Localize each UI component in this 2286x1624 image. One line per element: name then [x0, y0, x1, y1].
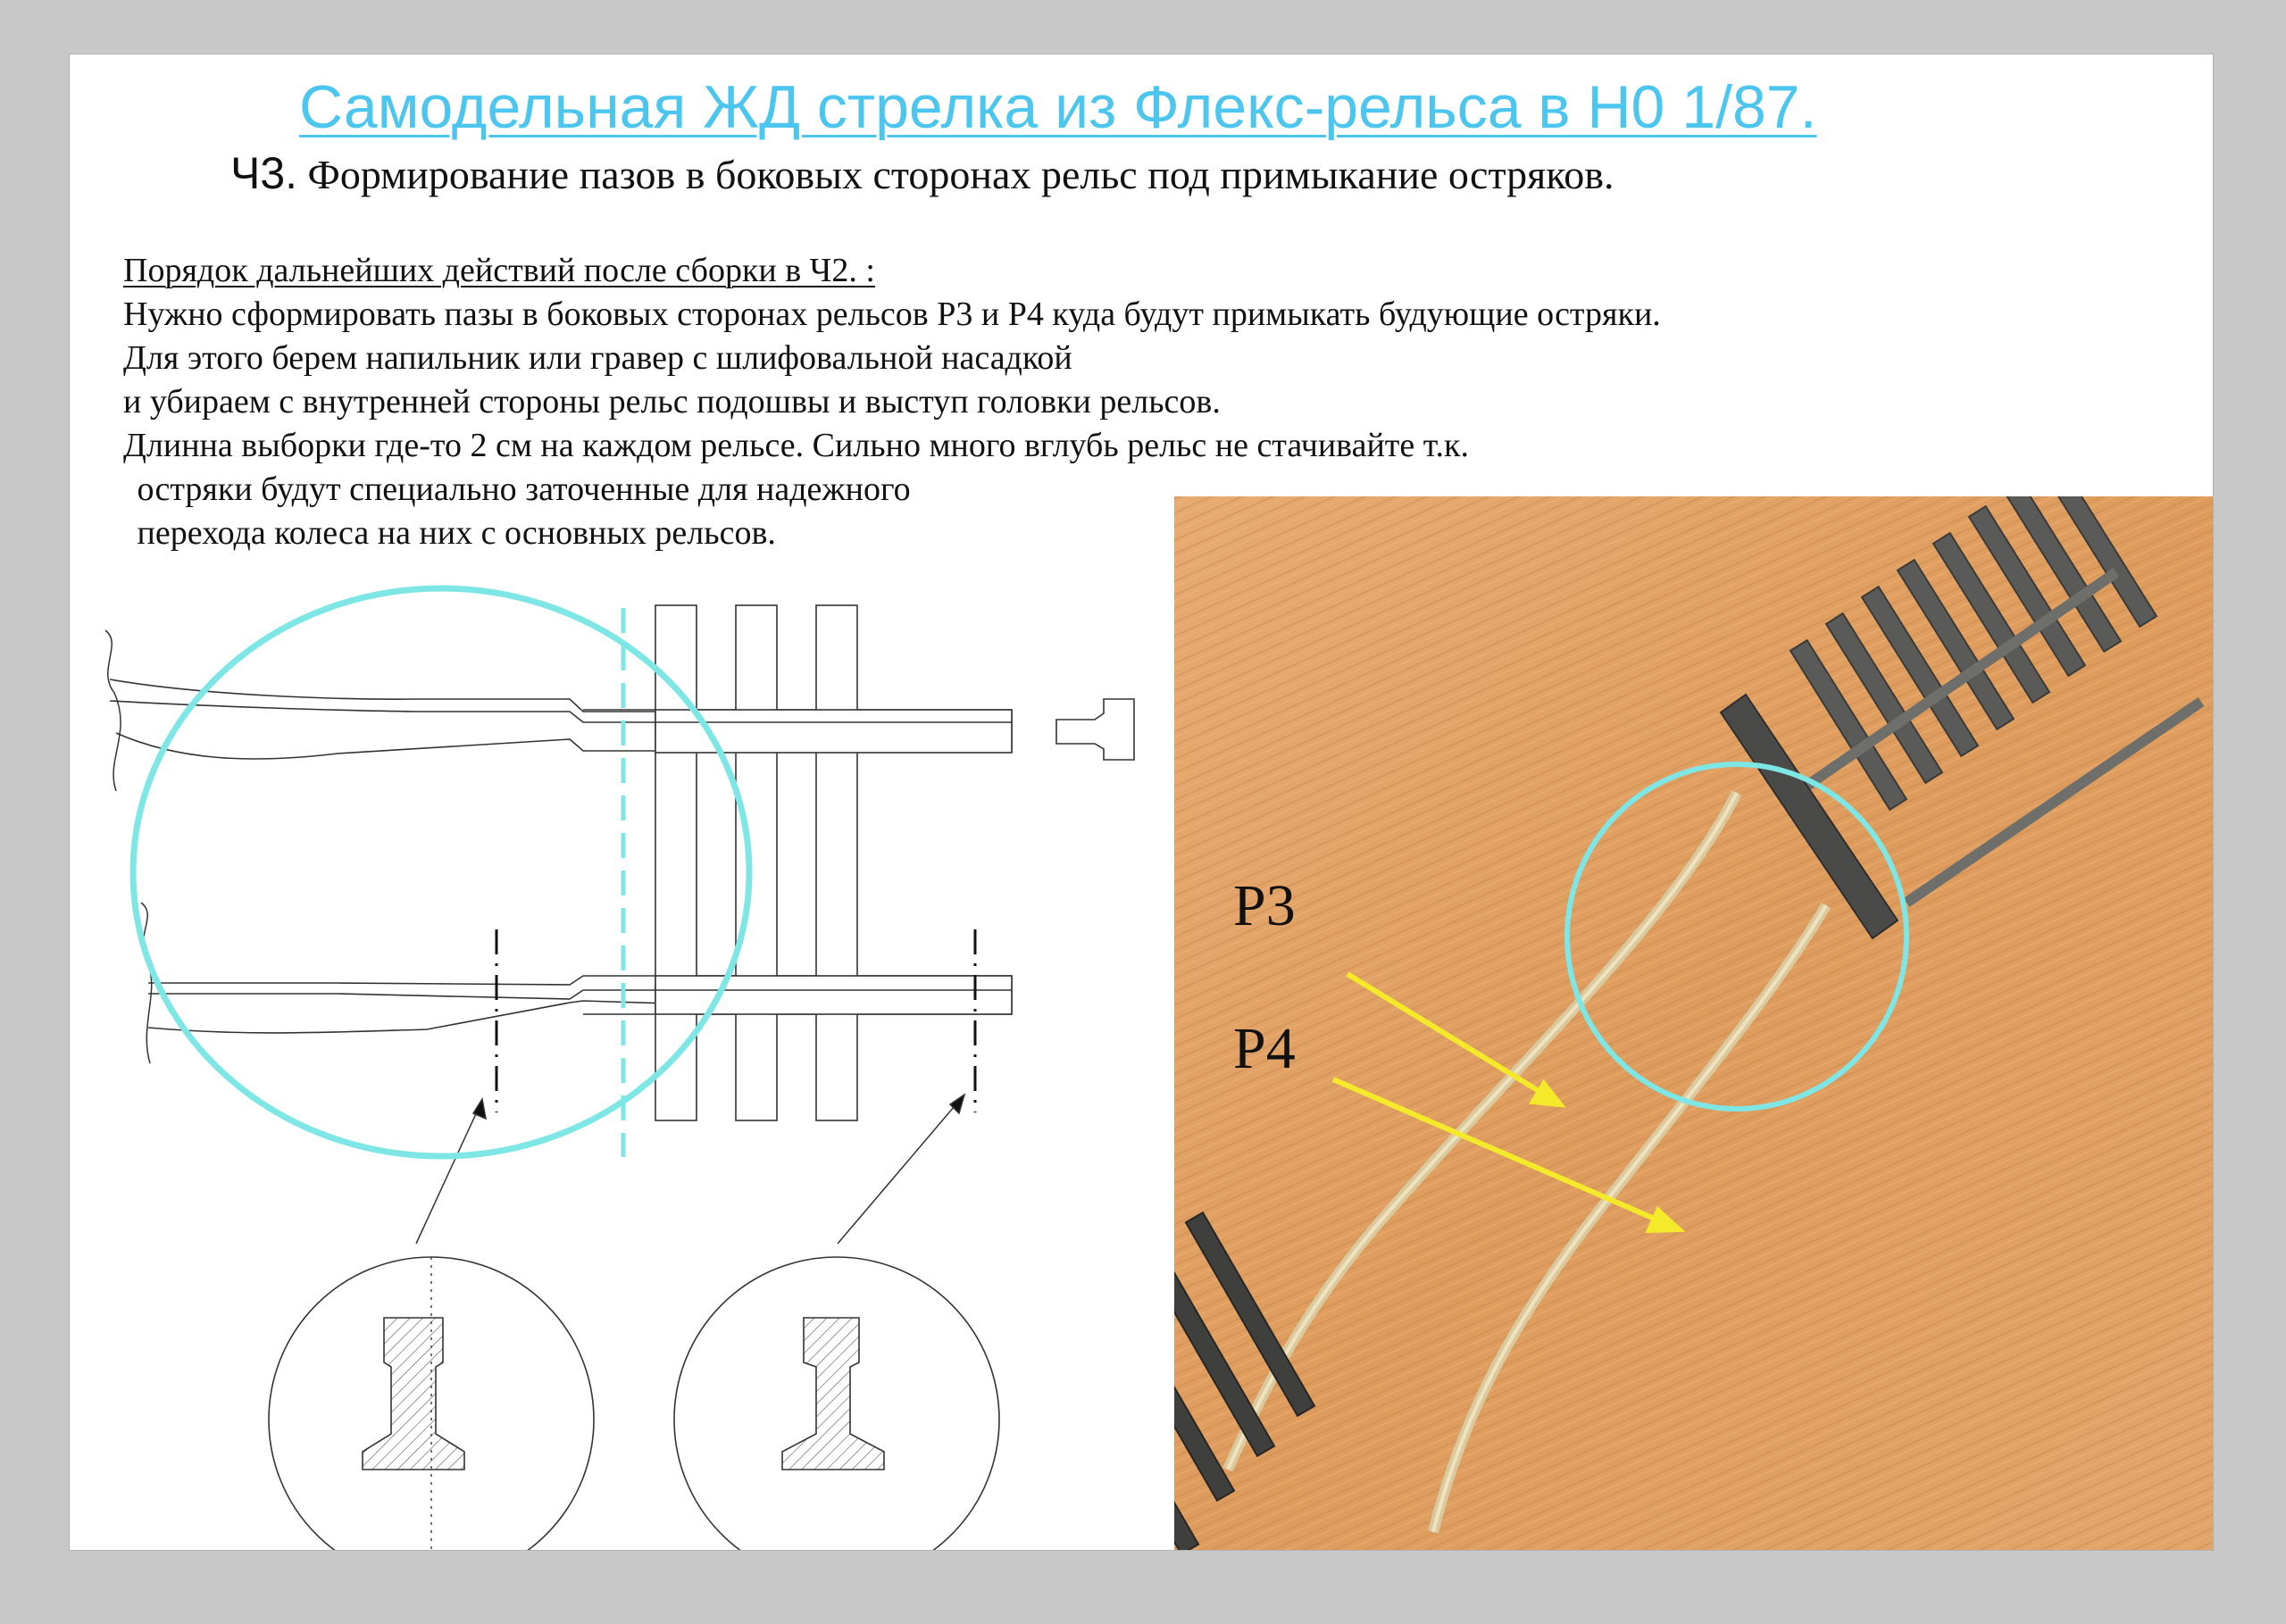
label-p3: Р3	[1233, 873, 1296, 938]
part-title: Формирование пазов в боковых сторонах рельс под примыкание остряков.	[307, 152, 1614, 197]
sheet	[70, 54, 2213, 1550]
rail-drawing	[70, 54, 1177, 1550]
instruction-line: остряки будут специально заточенные для надежного	[129, 471, 911, 508]
rail-end-profile	[1056, 699, 1134, 760]
instruction-line: и убираем с внутренней стороны рельс подошвы и выступ головки рельсов.	[123, 383, 1221, 421]
part-number: Ч3.	[230, 148, 298, 198]
instruction-line: Для этого берем напильник или гравер с шлифовальной насадкой	[123, 339, 1072, 377]
tie	[816, 605, 857, 1120]
instruction-line: перехода колеса на них с основных рельсов.	[129, 514, 776, 552]
instruction-line: Длинна выборки где-то 2 см на каждом рельсе. Сильно много вглубь рельс не стачивайте т.к.	[123, 427, 1469, 464]
tie	[736, 605, 777, 1120]
instructions-heading: Порядок дальнейших действий после сборки в Ч2. :	[123, 252, 875, 289]
instruction-line: Нужно сформировать пазы в боковых сторонах рельсов Р3 и Р4 куда будут примыкать будующие остряки.	[123, 296, 1661, 333]
leader-arrow-left	[416, 1099, 486, 1244]
photo-track	[1174, 496, 2213, 1550]
page-title: Самодельная ЖД стрелка из Флекс-рельса в Н0 1/87.	[299, 73, 1817, 141]
break-line-top	[105, 630, 121, 791]
label-p4: Р4	[1233, 1016, 1296, 1081]
